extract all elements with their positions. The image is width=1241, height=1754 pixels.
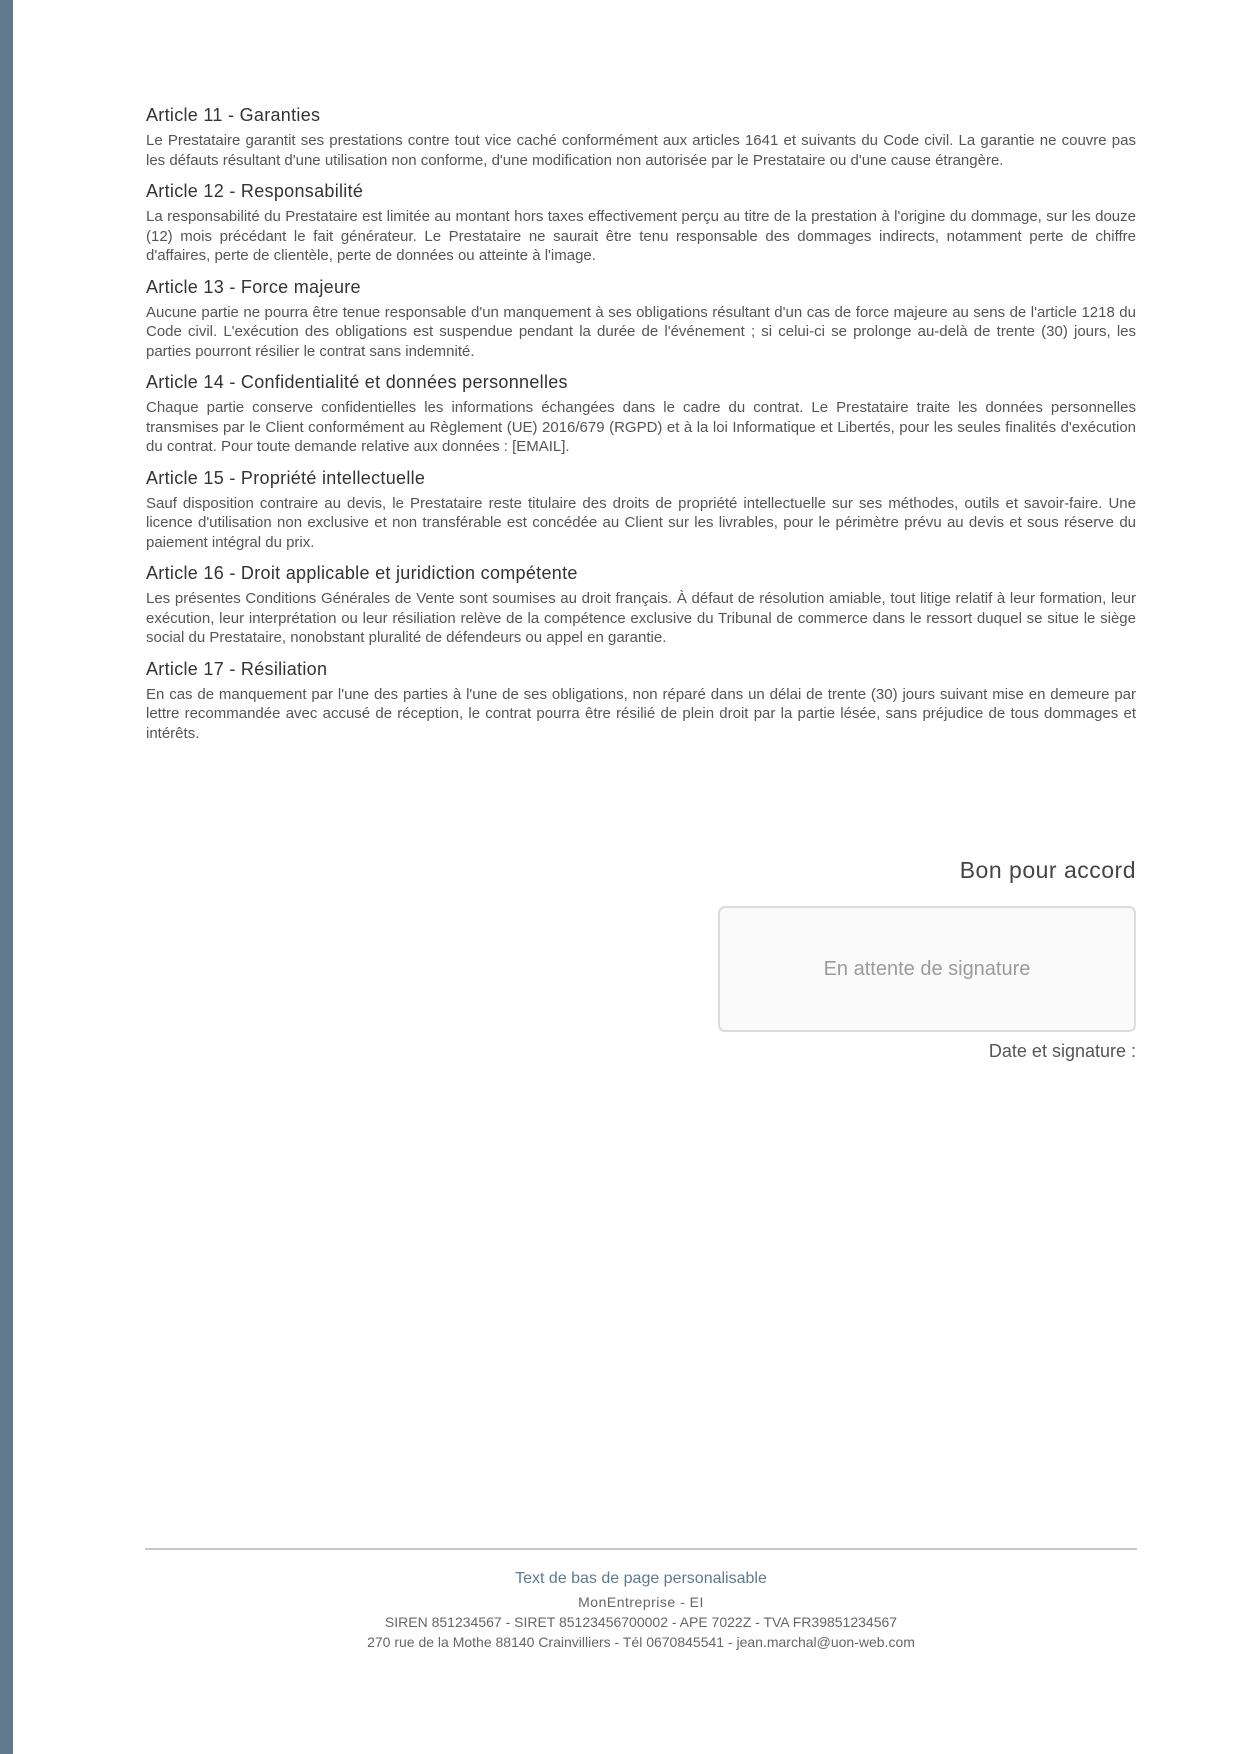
article-13: [146, 276, 1136, 362]
signature-title: Bon pour accord: [959, 857, 1136, 883]
article-15: [146, 467, 1136, 553]
footer-company-name: MonEntreprise - EI: [578, 1594, 704, 1610]
signature-box[interactable]: [718, 906, 1136, 1032]
signature-section: [718, 855, 1136, 1063]
signature-placeholder: En attente de signature: [823, 957, 1031, 980]
article-16: [146, 562, 1136, 648]
article-12: [146, 180, 1136, 266]
article-11: [146, 104, 1136, 170]
footer-legal-ids: SIREN 851234567 - SIRET 85123456700002 - APE 7022Z - TVA FR39851234567: [384, 1614, 898, 1630]
article-17: [146, 658, 1136, 744]
article-title: Article 13 - Force majeure: [146, 276, 361, 297]
article-title: Article 16 - Droit applicable et juridiction compétente: [146, 563, 578, 583]
terms-content: [146, 104, 1136, 753]
footer-custom-text: Text de bas de page personalisable: [515, 1570, 767, 1587]
article-title: Article 14 - Confidentialité et données personnelles: [146, 372, 568, 392]
article-body: Aucune partie ne pourra être tenue responsable d'un manquement à ses obligations résultant d'un cas de force majeure au sens de l'article 1218 du Code civil. L'exécution des obligations est suspendue pendant la durée de l'événement ; si celui-ci se prolonge au-delà de trente (30) jours, les parties pourront résilier le contrat sans indemnité.: [146, 303, 1136, 360]
article-body: Sauf disposition contraire au devis, le Prestataire reste titulaire des droits de propriété intellectuelle sur ses méthodes, outils et savoir-faire. Une licence d'utilisation non exclusive et non transférable est concédée au Client sur les livrables, pour le périmètre prévu au devis et sous réserve du paiement intégral du prix.: [146, 494, 1136, 551]
article-body: La responsabilité du Prestataire est limitée au montant hors taxes effectivement perçu au titre de la prestation à l'origine du dommage, sur les douze (12) mois précédant le fait générateur. Le Prestataire ne saurait être tenu responsable des dommages indirects, notamment perte de chiffre d'affaires, perte de clientèle, perte de données ou atteinte à l'image.: [146, 208, 1136, 264]
footer-divider: [145, 1548, 1137, 1550]
page-footer: [145, 1568, 1137, 1652]
article-body: Les présentes Conditions Générales de Vente sont soumises au droit français. À défaut de résolution amiable, tout litige relatif à leur formation, leur exécution, leur interprétation ou leur résiliation relève de la compétence exclusive du Tribunal de commerce dans le ressort duquel se situe le siège social du Prestataire, nonobstant pluralité de défendeurs ou appel en garantie.: [146, 590, 1136, 646]
article-14: [146, 371, 1136, 457]
article-title: Article 17 - Résiliation: [146, 658, 328, 679]
signature-date-label: Date et signature :: [988, 1041, 1136, 1061]
article-body: Chaque partie conserve confidentielles les informations échangées dans le cadre du contrat. Le Prestataire traite les données personnelles transmises par le Client conformément au Règlement (UE) 2016/679 (RGPD) et à la loi Informatique et Libertés, pour les seules finalités d'exécution du contrat. Pour toute demande relative aux données : [EMAIL].: [146, 399, 1136, 455]
article-body: En cas de manquement par l'une des parties à l'une de ses obligations, non réparé dans un délai de trente (30) jours suivant mise en demeure par lettre recommandée avec accusé de réception, le contrat pourra être résilié de plein droit par la partie lésée, sans préjudice de tous dommages et intérêts.: [146, 685, 1136, 742]
article-title: Article 11 - Garanties: [146, 105, 321, 125]
article-body: Le Prestataire garantit ses prestations contre tout vice caché conformément aux articles 1641 et suivants du Code civil. La garantie ne couvre pas les défauts résultant d'une utilisation non conforme, d'une modification non autorisée par le Prestataire ou d'une cause étrangère.: [146, 132, 1136, 169]
left-accent-bar: [0, 0, 13, 1754]
footer-address: 270 rue de la Mothe 88140 Crainvilliers - Tél 0670845541 - jean.marchal@uon-web.com: [367, 1634, 915, 1650]
article-title: Article 12 - Responsabilité: [146, 181, 364, 201]
article-title: Article 15 - Propriété intellectuelle: [146, 467, 426, 488]
